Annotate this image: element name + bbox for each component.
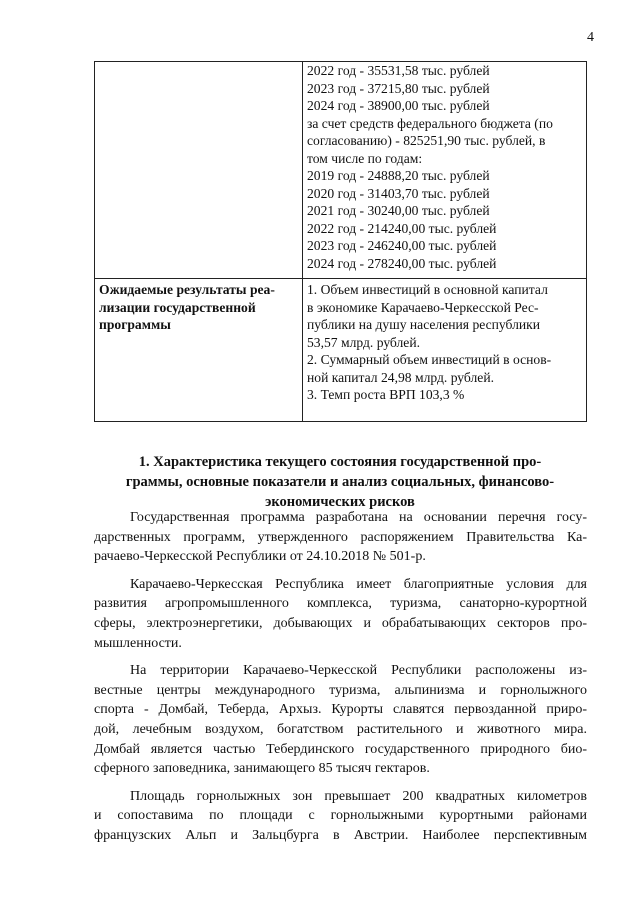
page-number: 4 (587, 30, 594, 45)
expected-results-line: 1. Объем инвестиций в основной капитал (307, 282, 548, 297)
paragraph (94, 787, 587, 846)
funding-line: 2024 год - 38900,00 тыс. рублей (307, 98, 490, 113)
funding-line: том числе по годам: (307, 150, 423, 166)
paragraph-line: развития агропромышленного комплекса, туризма, санаторно-курортной (94, 596, 587, 612)
paragraph-line: Площадь горнолыжных зон превышает 200 квадратных километров (130, 788, 587, 804)
expected-results-line: публики на душу населения республики (307, 317, 541, 332)
funding-line: 2023 год - 37215,80 тыс. рублей (307, 80, 490, 96)
funding-line: 2021 год - 30240,00 тыс. рублей (307, 203, 490, 218)
paragraph-line: сферного заповедника, занимающего 85 тысяч гектаров. (94, 761, 430, 777)
funding-line: 2023 год - 246240,00 тыс. рублей (307, 238, 497, 253)
expected-results-line: 2. Суммарный объем инвестиций в основ- (307, 352, 552, 367)
paragraph-line: дой, лечебным воздухом, богатством растительного и животного мира. (94, 721, 587, 737)
funding-line: 2022 год - 35531,58 тыс. рублей (307, 63, 490, 78)
expected-results-line: 53,57 млрд. рублей. (307, 334, 421, 350)
table-row-expected-results (95, 279, 587, 422)
section-heading-line: 1. Характеристика текущего состояния государственной про- (138, 454, 542, 470)
paragraph-line: мышленности. (94, 635, 182, 651)
expected-results-value-cell (303, 279, 587, 422)
section-heading-line: граммы, основные показатели и анализ социальных, финансово- (125, 474, 555, 490)
paragraph-line: дарственных программ, утвержденного распоряжением Правительства Ка- (94, 529, 587, 545)
paragraph-line: На территории Карачаево-Черкесской Республики расположены из- (130, 663, 587, 679)
paragraph-line: и сопоставима по площади с горнолыжными курортными районами (94, 808, 587, 824)
paragraph-line: Государственная программа разработана на основании перечня госу- (130, 510, 587, 525)
paragraph-line: французских Альп и Зальцбурга в Австрии. Наиболее перспективным (94, 827, 587, 843)
funding-line: согласованию) - 825251,90 тыс. рублей, в (307, 133, 546, 148)
program-passport-table (94, 61, 587, 422)
funding-line: 2024 год - 278240,00 тыс. рублей (307, 255, 497, 271)
expected-results-label-cell (95, 279, 303, 422)
section-heading (120, 452, 560, 512)
section-heading-line: экономических рисков (265, 494, 415, 510)
paragraph (94, 508, 587, 567)
paragraph-line: рачаево-Черкесской Республики от 24.10.2018 № 501-р. (94, 549, 426, 565)
paragraph (94, 661, 587, 779)
paragraph-line: Домбай является частью Тебердинского государственного природного био- (94, 741, 587, 757)
expected-results-label-line: программы (99, 317, 171, 332)
funding-line: 2022 год - 214240,00 тыс. рублей (307, 220, 497, 236)
expected-results-label-line: Ожидаемые результаты реа- (99, 282, 275, 297)
expected-results-label-line: лизации государственной (99, 299, 256, 315)
expected-results-line: в экономике Карачаево-Черкесской Рес- (307, 299, 539, 315)
funding-line: за счет средств федерального бюджета (по (307, 115, 553, 131)
section-body (94, 508, 587, 854)
paragraph-line: Карачаево-Черкесская Республика имеет благоприятные условия для (130, 576, 587, 592)
paragraph-line: сферы, электроэнергетики, добывающих и обрабатывающих секторов про- (94, 615, 587, 631)
paragraph-line: вестные центры международного туризма, альпинизма и горнолыжного (94, 682, 587, 698)
table-row-funding (95, 62, 587, 279)
paragraph-line: спорта - Домбай, Теберда, Архыз. Курорты славятся первозданной приро- (94, 702, 587, 718)
funding-line: 2019 год - 24888,20 тыс. рублей (307, 168, 490, 183)
expected-results-line: 3. Темп роста ВРП 103,3 % (307, 387, 465, 402)
paragraph (94, 575, 587, 653)
expected-results-line: ной капитал 24,98 млрд. рублей. (307, 369, 494, 385)
funding-line: 2020 год - 31403,70 тыс. рублей (307, 185, 490, 201)
funding-label-cell (95, 62, 303, 279)
funding-value-cell (303, 62, 587, 279)
